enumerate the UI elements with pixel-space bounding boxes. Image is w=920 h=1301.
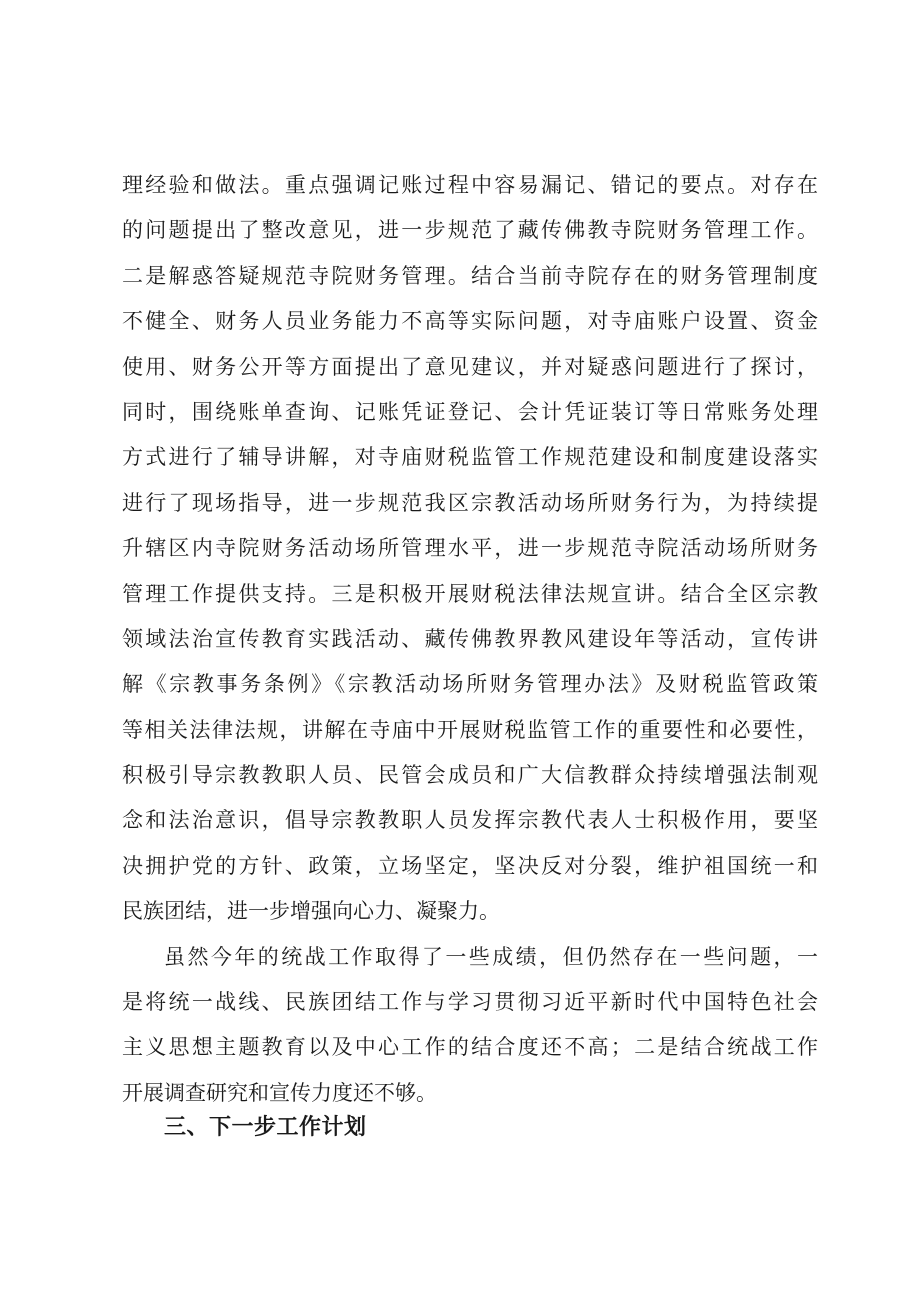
body-text (122, 163, 822, 1116)
text-line: 解《宗教事务条例》《宗教活动场所财务管理办法》及财税监管政策 (122, 672, 818, 697)
text-line: 使用、财务公开等方面提出了意见建议，并对疑惑问题进行了探讨， (122, 354, 818, 379)
text-line: 进行了现场指导，进一步规范我区宗教活动场所财务行为，为持续提 (122, 490, 818, 515)
text-line: 理经验和做法。重点强调记账过程中容易漏记、错记的要点。对存在 (122, 173, 818, 197)
text-line: 不健全、财务人员业务能力不高等实际问题，对寺庙账户设置、资金 (122, 309, 818, 334)
text-line: 管理工作提供支持。三是积极开展财税法律法规宣讲。结合全区宗教 (122, 581, 818, 606)
text-line: 等相关法律法规，讲解在寺庙中开展财税监管工作的重要性和必要性， (122, 717, 818, 742)
text-line: 念和法治意识，倡导宗教教职人员发挥宗教代表人士积极作用，要坚 (122, 808, 818, 833)
text-line: 领域法治宣传教育实践活动、藏传佛教界教风建设年等活动，宣传讲 (122, 626, 818, 651)
text-line: 开展调查研究和宣传力度还不够。 (122, 1080, 437, 1105)
text-line: 决拥护党的方针、政策，立场坚定，坚决反对分裂，维护祖国统一和 (122, 853, 818, 878)
text-line: 二是解惑答疑规范寺院财务管理。结合当前寺院存在的财务管理制度 (122, 263, 818, 288)
text-line: 同时，围绕账单查询、记账凭证登记、会计凭证装订等日常账务处理 (122, 399, 818, 424)
text-line: 升辖区内寺院财务活动场所管理水平，进一步规范寺院活动场所财务 (122, 536, 818, 561)
section-heading: 三、下一步工作计划 (164, 1115, 367, 1140)
text-line: 积极引导宗教教职人员、民管会成员和广大信教群众持续增强法制观 (122, 763, 818, 788)
text-line: 虽然今年的统战工作取得了一些成绩，但仍然存在一些问题，一 (164, 944, 818, 969)
paragraph-2 (122, 935, 822, 1117)
paragraph-1 (122, 163, 822, 935)
text-line: 方式进行了辅导讲解，对寺庙财税监管工作规范建设和制度建设落实 (122, 445, 818, 470)
text-line: 的问题提出了整改意见，进一步规范了藏传佛教寺院财务管理工作。 (122, 218, 818, 243)
text-line: 是将统一战线、民族团结工作与学习贯彻习近平新时代中国特色社会 (122, 990, 818, 1015)
text-line: 民族团结，进一步增强向心力、凝聚力。 (122, 899, 500, 924)
text-line: 主义思想主题教育以及中心工作的结合度还不高；二是结合统战工作 (122, 1035, 818, 1060)
